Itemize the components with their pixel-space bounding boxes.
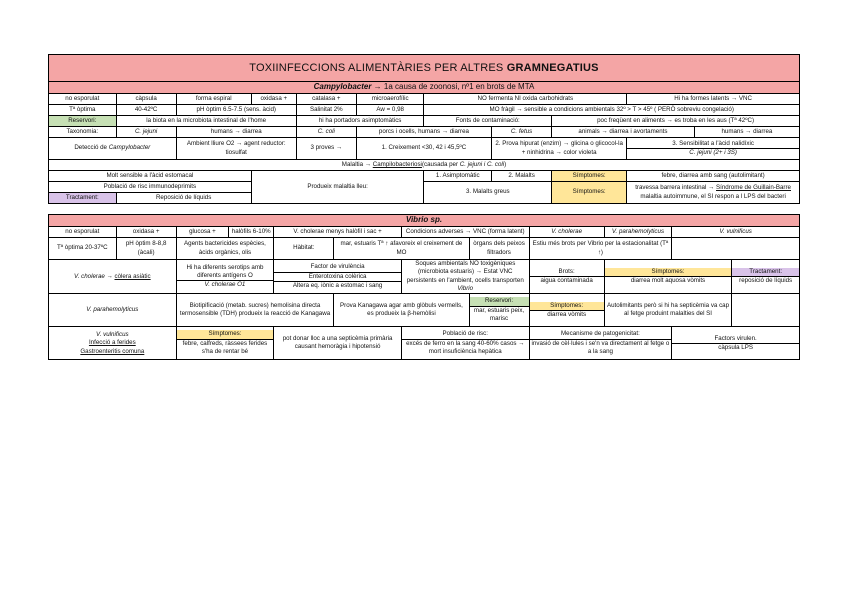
- cell: Produeix malaltia lleu:: [251, 171, 424, 204]
- cell: V. cholerae → còlera asiàtic: [49, 260, 177, 294]
- symptoms-label: Símptomes:: [530, 302, 604, 311]
- cell: [401, 327, 529, 360]
- cell: Tª òptima: [49, 105, 117, 116]
- cell: C. coli: [296, 127, 356, 138]
- cell: Factors virulen.: [672, 335, 799, 344]
- table-row: [49, 260, 800, 294]
- cell: Hàbitat:: [274, 238, 334, 260]
- cell: Autolimitants però si hi ha septicèmia va cap al fetge produint malalties del SI: [604, 294, 732, 327]
- cell: V. cholerae menys halòfil i sac +: [274, 227, 402, 238]
- cell: V. vulnificus: [672, 227, 800, 238]
- cell: Soques ambientals NO toxigèniques (microbiota estuaris) → Estat VNC persistents en l'ambient, ocells transporten Vibrio: [401, 260, 529, 294]
- cell: [627, 138, 800, 160]
- cell: [469, 294, 529, 327]
- campylobacter-header: Campylobacter → 1a causa de zoonosi, nº1 en brots de MTA: [49, 82, 800, 94]
- cell: [604, 260, 732, 294]
- cell: pH òptim 6.5-7.5 (sens. àcid): [176, 105, 296, 116]
- cell: C. jejuni (2+ i 3S): [689, 149, 737, 156]
- cell: microaerofílic: [356, 94, 424, 105]
- cell: 1. Creixement <30, 42 i 45,5ºC: [356, 138, 491, 160]
- vibrio-table: [48, 214, 800, 360]
- cell: humans → diarrea: [694, 127, 799, 138]
- cell: Gastroenteritis comuna: [80, 347, 145, 355]
- cell: Enterotoxina colèrica: [274, 273, 401, 282]
- cell: diarrea vòmits: [547, 310, 587, 318]
- cell: [176, 327, 274, 360]
- cell: V. vulnificus: [96, 330, 129, 338]
- cell: halòfils 6-10%: [229, 227, 274, 238]
- cell: Salinitat 2%: [296, 105, 356, 116]
- treatment-label: Tractament:: [732, 268, 799, 277]
- reservori-label: Reservori:: [470, 297, 529, 306]
- summary-sheet: [48, 54, 800, 360]
- cell: Brots:: [530, 268, 604, 277]
- campylobacter-table: [48, 54, 800, 204]
- cell: oxidasa +: [116, 227, 176, 238]
- cell: V. cholerae O1: [204, 281, 246, 289]
- cell: NO fermenta NI oxida carbohidrats: [424, 94, 627, 105]
- cell: mar, estuaris peix, marisc: [473, 306, 525, 323]
- cell: [176, 260, 274, 294]
- cell: càpsula LPS: [718, 343, 753, 351]
- cell: Altera eq. iònic a estomac i sang: [292, 281, 383, 289]
- cell: reposició de líquids: [739, 277, 793, 285]
- cell: no esporulat: [49, 227, 117, 238]
- cell: aigua contaminada: [540, 277, 593, 285]
- cell: 3 proves →: [296, 138, 356, 160]
- cell: invasió de cèl·lules i se'n va directament al fetge o a la sang: [531, 339, 670, 356]
- cell: Agents bactericides espècies, àcids orgànics, olis: [176, 238, 274, 260]
- cell: Aw = 0,98: [356, 105, 424, 116]
- cell: V. cholerae: [529, 227, 604, 238]
- cell: Tª òptima 20-37ºC: [49, 238, 117, 260]
- cell: Detecció de Campylobacter: [49, 138, 177, 160]
- cell: mar, estuaris Tª ↑ afavoreix el creixement de MO: [334, 238, 469, 260]
- treatment-label: Tractament:: [49, 193, 117, 204]
- cell: 3. Malalts greus: [424, 182, 552, 204]
- cell: catalasa +: [296, 94, 356, 105]
- table-row: [49, 182, 800, 193]
- table-row: [49, 294, 800, 327]
- cell: Condicions adverses → VNC (forma latent): [401, 227, 529, 238]
- table-row: [49, 160, 800, 171]
- cell: MO fràgil → sensible a condicions ambientals 32º > T > 45º ( PERÒ sobreviu congelació): [424, 105, 800, 116]
- cell: Infecció a ferides: [88, 339, 136, 347]
- table-row: [49, 238, 800, 260]
- cell: porcs i ocells, humans → diarrea: [356, 127, 491, 138]
- cell: càpsula: [116, 94, 176, 105]
- table-row: [49, 116, 800, 127]
- cell: poc freqüent en aliments → es troba en les aus (Tª 42ºC): [552, 116, 800, 127]
- cell: [732, 260, 800, 294]
- cell: [672, 327, 800, 360]
- cell: Fonts de contaminació:: [424, 116, 552, 127]
- cell: Molt sensible a l'àcid estomacal: [49, 171, 252, 182]
- symptoms-label: Símptomes:: [552, 182, 627, 204]
- cell: [49, 327, 177, 360]
- cell: Mecanisme de patogenicitat:: [530, 330, 672, 339]
- table-row: [49, 171, 800, 182]
- cell: Població de risc immunodeprimits: [49, 182, 252, 193]
- cell: Biotipificació (metab. sucres) hemolisina directa termosensible (TDH) produeix la reacció de Kanagawa: [176, 294, 334, 327]
- cell: òrgans dels peixos filtradors: [469, 238, 529, 260]
- table-row: [49, 227, 800, 238]
- cell: C. jejuni: [116, 127, 176, 138]
- cell: 3. Sensibilitat a l'àcid nalidíxic: [627, 140, 799, 149]
- cell: V. parahemolyticus: [604, 227, 672, 238]
- cell: humans → diarrea: [176, 127, 296, 138]
- cell: [529, 327, 672, 360]
- table-row: [49, 105, 800, 116]
- cell: Ambient lliure O2 → agent reductor: tiosulfat: [176, 138, 296, 160]
- cell: oxidasa +: [251, 94, 296, 105]
- cell: Prova Kanagawa agar amb glòbuls vermells, es produeix la β-hemòlisi: [334, 294, 469, 327]
- cell: [529, 294, 604, 327]
- cell: [529, 260, 604, 294]
- cell: C. fetus: [492, 127, 552, 138]
- cell: 2. Malalts: [492, 171, 552, 182]
- cell: 1. Asimptomàtic: [424, 171, 492, 182]
- cell: [274, 260, 402, 294]
- table-row: [49, 127, 800, 138]
- table-row: [49, 327, 800, 360]
- cell: [672, 238, 800, 260]
- table-row: [49, 94, 800, 105]
- symptoms-label: Símptomes:: [177, 330, 274, 339]
- cell: febre, calfreds, ràssees ferides s'ha de rentar bé: [182, 339, 268, 356]
- symptoms-label: Símptomes:: [605, 268, 732, 277]
- cell: pH òptim 8-8,8 (àcali): [116, 238, 176, 260]
- cell: pot donar lloc a una septicèmia primària causant hemoràgia i hipotensió: [274, 327, 402, 360]
- cell: no esporulat: [49, 94, 117, 105]
- cell: Població de risc:: [402, 330, 529, 339]
- cell: V. parahemolyticus: [49, 294, 177, 327]
- cell: glucosa +: [176, 227, 229, 238]
- cell: 2. Prova hipurat (enzim) → glicina o glicocol-la + ninhidrina → color violeta: [492, 138, 627, 160]
- cell: Estiu més brots per Vibrio per la estacionalitat (Tª ↑): [529, 238, 672, 260]
- cell: Malaltia → Campilobacteriosi(causada per C. jejuni i C. coli): [49, 160, 800, 171]
- cell: [732, 294, 800, 327]
- vibrio-header: Vibrio sp.: [49, 215, 800, 227]
- cell: hi ha portadors asimptomàtics: [296, 116, 424, 127]
- cell: travessa barrera intestinal → Síndrome de Guillain-Barre malaltia autoimmune, el SI respon a l LPS del bacteri: [627, 182, 800, 204]
- cell: animals → diarrea i avortaments: [552, 127, 695, 138]
- cell: Hi ha formes latents → VNC: [627, 94, 800, 105]
- cell: la biota en la microbiota intestinal de l'home: [116, 116, 296, 127]
- cell: Reposició de líquids: [116, 193, 251, 204]
- reservori-label: Reservori:: [49, 116, 117, 127]
- cell: Factor de virulència: [274, 263, 401, 272]
- symptoms-label: Símptomes:: [552, 171, 627, 182]
- cell: Taxonomia:: [49, 127, 117, 138]
- cell: febre, diarrea amb sang (autolimitant): [627, 171, 800, 182]
- cell: forma espiral: [176, 94, 251, 105]
- cell: 40-42ºC: [116, 105, 176, 116]
- cell: excés de ferro en la sang 40-60% casos → mort insuficiència hepàtica: [406, 339, 525, 356]
- table-row: [49, 138, 800, 160]
- cell: diarrea molt aquosa vòmits: [630, 277, 706, 285]
- page-title: TOXIINFECCIONS ALIMENTÀRIES PER ALTRES GRAMNEGATIUS: [49, 55, 800, 82]
- cell: Hi ha diferents serotips amb diferents antígens O: [177, 264, 274, 282]
